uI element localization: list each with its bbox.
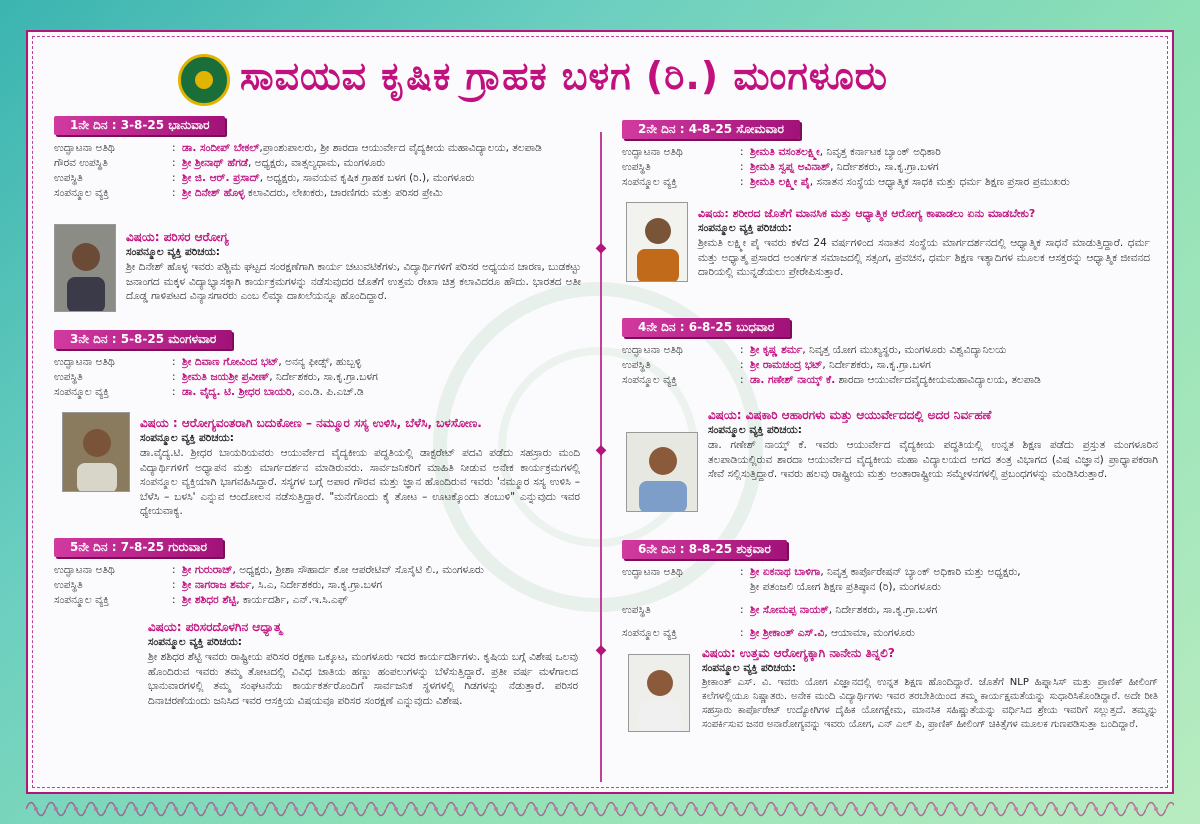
detail-row: ಸಂಪನ್ಮೂಲ ವ್ಯಕ್ತಿ : ಶ್ರೀಮತಿ ಲಕ್ಷ್ಮೀ ಪೈ, ಸನಾತನ ಸಂಸ್ಥೆಯ ಆಧ್ಯಾತ್ಮಿಕ ಸಾಧಕಿ ಮತ್ತು ಧರ್ಮ ಶಿಕ್ಷಣ ಪ್ರಸಾರ ಪ್ರಮುಖರು (622, 176, 1070, 188)
day-1-topic: ವಿಷಯ: ಪರಿಸರ ಆರೋಗ್ಯ ಸಂಪನ್ಮೂಲ ವ್ಯಕ್ತಿ ಪರಿಚಯ: ಶ್ರೀ ದಿನೇಶ್ ಹೊಳ್ಳ ಇವರು ಪಶ್ಚಿಮ ಘಟ್ಟದ ಸಂರಕ್ಷಣೆಗಾಗಿ ಕಾರ್ಯ ಚಟುವಟಿಕೆಗಳು, ವಿದ್ಯಾರ್ಥಿಗಳಿಗೆ ಪರಿಸರ ಅಧ್ಯಯನ ಚಾರಣ, ಬುಡಕಟ್ಟು ಜನಾಂಗದ ಮಕ್ಕಳ ವಿದ್ಯಾಭ್ಯಾಸಕ್ಕಾಗಿ ಕಾರ್ಯಕ್ರಮಗಳನ್ನು ನಡೆಸುವುದರ ಜೊತೆಗೆ ಉತ್ತಮ ರೇಖಾ ಚಿತ್ರ ಕಲಾವಿದರೂ ಹೌದು. ಭಾರತದ ಅತೀ ದೊಡ್ಡ ಗಾಳಿಪಟದ ವಿನ್ಯಾಸಗಾರರು ಎಂಬ ಲಿಮ್ಕಾ ದಾಖಲೆಯನ್ನೂ ಹೊಂದಿದ್ದಾರೆ. (126, 230, 581, 302)
speaker-intro: ಶ್ರೀಮತಿ ಲಕ್ಷ್ಮೀ ಪೈ ಇವರು ಕಳೆದ 24 ವರ್ಷಗಳಿಂದ ಸನಾತನ ಸಂಸ್ಥೆಯ ಮಾರ್ಗದರ್ಶನದಲ್ಲಿ ಆಧ್ಯಾತ್ಮಿಕ ಸಾಧನೆ ಮಾಡುತ್ತಿದ್ದಾರೆ. ಧರ್ಮ ಮತ್ತು ಅಧ್ಯಾತ್ಮ ಪ್ರಸಾರದ ಅಂತರ್ಗತ ಸಮಾಜದಲ್ಲಿ ಸತ್ಸಂಗ, ಪ್ರವಚನ, ಧರ್ಮ ಶಿಕ್ಷಣ ಇತ್ಯಾದಿಗಳ ಮೂಲಕ ಆಸಕ್ತರನ್ನು ಆಧ್ಯಾತ್ಮಿಕ ಜೀವನದ ದಾರಿಯಲ್ಲಿ ಮುನ್ನಡೆಯಲು ಪ್ರೇರೇಪಿಸುತ್ತಾರೆ. (698, 237, 1150, 278)
detail-row: ಸಂಪನ್ಮೂಲ ವ್ಯಕ್ತಿ : ಶ್ರೀ ದಿನೇಶ್ ಹೊಳ್ಳ ಕಲಾವಿದರು, ಲೇಖಕರು, ಚಾರಣಿಗರು ಮತ್ತು ಪರಿಸರ ಪ್ರೇಮಿ (54, 187, 443, 199)
day-3-topic: ವಿಷಯ : ಆರೋಗ್ಯವಂತರಾಗಿ ಬದುಕೋಣ – ನಮ್ಮೂರ ಸಸ್ಯ ಉಳಿಸಿ, ಬೆಳೆಸಿ, ಬಳಸೋಣ. ಸಂಪನ್ಮೂಲ ವ್ಯಕ್ತಿ ಪರಿಚಯ: ಡಾ.ವೈದ್ಯ.ಟಿ. ಶ್ರೀಧರ ಬಾಯರಿಯವರು ಆಯುರ್ವೇದ ವೈದ್ಯಕೀಯ ಪದ್ಧತಿಯಲ್ಲಿ ಡಾಕ್ಟರೇಟ್ ಪದವಿ ಪಡೆದು ಸಹಸ್ರಾರು ಮಂದಿ ವಿದ್ಯಾರ್ಥಿಗಳಿಗೆ ಅಧ್ಯಾಪನ ಮತ್ತು ಮಾರ್ಗದರ್ಶನ ಮಾಡಿರುವರು. ಸಾರ್ವಜನಿಕರಿಗೆ ಮಾಹಿತಿ ನೀಡುವ ಅನೇಕ ಕಾರ್ಯಕ್ರಮಗಳಲ್ಲಿ ಸಂಪನ್ಮೂಲ ವ್ಯಕ್ತಿಯಾಗಿ ಭಾಗವಹಿಸಿದ್ದಾರೆ. ಸಸ್ಯಗಳ ಬಗ್ಗೆ ಅಪಾರ ಗೌರವ ಮತ್ತು ಜ್ಞಾನ ಹೊಂದಿರುವ ಇವರು 'ನಮ್ಮೂರ ಸಸ್ಯ ಉಳಿಸಿ – ಬೆಳೆಸಿ – ಬಳಸಿ' ಎನ್ನುವ ಆಂದೋಲನ ನಡೆಸುತ್ತಿದ್ದಾರೆ. "ಮನೆಗೊಂದು ಕೈ ತೋಟ – ಊಟಕ್ಕೊಂದು ತಂಬುಳಿ" ಎನ್ನುವುದು ಇವರ ಧ್ಯೇಯವಾಕ್ಯ. (140, 416, 580, 517)
day-2-block (622, 120, 1162, 190)
day-badge: 2ನೇ ದಿನ : 4-8-25 ಸೋಮವಾರ (622, 120, 800, 139)
detail-row: ಉದ್ಘಾಟನಾ ಅತಿಥಿ : ಡಾ. ಸಂದೀಪ್ ಬೇಕಲ್,ಪ್ರಾಂಶುಪಾಲರು, ಶ್ರೀ ಶಾರದಾ ಆಯುರ್ವೇದ ವೈದ್ಯಕೀಯ ಮಹಾವಿದ್ಯಾಲಯ, ತಲಪಾಡಿ (54, 142, 542, 154)
day-badge: 4ನೇ ದಿನ : 6-8-25 ಬುಧವಾರ (622, 318, 790, 337)
speaker-intro: ಶ್ರೀಕಾಂತ್ ಎಸ್. ವಿ. ಇವರು ಯೋಗ ವಿಜ್ಞಾನದಲ್ಲಿ ಉನ್ನತ ಶಿಕ್ಷಣ ಹೊಂದಿದ್ದಾರೆ. ಜೊತೆಗೆ NLP ಹಿಪ್ನಾಸಿಸ್ ಮತ್ತು ಪ್ರಾಣಿಕ್ ಹೀಲಿಂಗ್ ಕಲೆಗಳಲ್ಲಿಯೂ ನಿಷ್ಣಾತರು. ಅನೇಕ ಮಂದಿ ವಿದ್ಯಾರ್ಥಿಗಳು ಇವರ ತರಬೇತಿಯಿಂದ ತಮ್ಮ ಕಾರ್ಯಕ್ಷಮತೆಯನ್ನು ಸುಧಾರಿಸಿಕೊಂಡಿದ್ದಾರೆ. ಅದೇ ರೀತಿ ಸಹಸ್ರಾರು ಕಾರ್ಪೊರೇಟ್ ಉದ್ಯೋಗಿಗಳ ದೈಹಿಕ ಯೋಗಕ್ಷೇಮ, ಮಾನಸಿಕ ಸಹಿಷ್ಣುತೆಯನ್ನು ವರ್ಧಿಸಿದ ಶ್ರೇಯ ಇವರಿಗೆ ಸಲ್ಲುತ್ತದೆ. ತಮ್ಮನ್ನು ಸಂಪರ್ಕಿಸುವ ಜನರ ಅನಾರೋಗ್ಯವನ್ನು ಇವರು ಯೋಗ, ಎನ್ ಎಲ್ ಪಿ, ಪ್ರಾಣಿಕ್ ಹೀಲಿಂಗ್ ಚಿಕಿತ್ಸೆಗಳ ಮೂಲಕ ಗುಣಪಡಿಸುತ್ತಾ ಬಂದಿದ್ದಾರೆ. (702, 677, 1158, 730)
divider-ornament-icon: ◆ (595, 240, 607, 256)
speaker-intro: ಡಾ.ವೈದ್ಯ.ಟಿ. ಶ್ರೀಧರ ಬಾಯರಿಯವರು ಆಯುರ್ವೇದ ವೈದ್ಯಕೀಯ ಪದ್ಧತಿಯಲ್ಲಿ ಡಾಕ್ಟರೇಟ್ ಪದವಿ ಪಡೆದು ಸಹಸ್ರಾರು ಮಂದಿ ವಿದ್ಯಾರ್ಥಿಗಳಿಗೆ ಅಧ್ಯಾಪನ ಮತ್ತು ಮಾರ್ಗದರ್ಶನ ಮಾಡಿರುವರು. ಸಾರ್ವಜನಿಕರಿಗೆ ಮಾಹಿತಿ ನೀಡುವ ಅನೇಕ ಕಾರ್ಯಕ್ರಮಗಳಲ್ಲಿ ಸಂಪನ್ಮೂಲ ವ್ಯಕ್ತಿಯಾಗಿ ಭಾಗವಹಿಸಿದ್ದಾರೆ. ಸಸ್ಯಗಳ ಬಗ್ಗೆ ಅಪಾರ ಗೌರವ ಮತ್ತು ಜ್ಞಾನ ಹೊಂದಿರುವ ಇವರು 'ನಮ್ಮೂರ ಸಸ್ಯ ಉಳಿಸಿ – ಬೆಳೆಸಿ – ಬಳಸಿ' ಎನ್ನುವ ಆಂದೋಲನ ನಡೆಸುತ್ತಿದ್ದಾರೆ. "ಮನೆಗೊಂದು ಕೈ ತೋಟ – ಊಟಕ್ಕೊಂದು ತಂಬುಳಿ" ಎನ್ನುವುದು ಇವರ ಧ್ಯೇಯವಾಕ್ಯ. (140, 447, 580, 517)
detail-row: ಉದ್ಘಾಟನಾ ಅತಿಥಿ : ಶ್ರೀ ಏಕನಾಥ ಬಾಳಿಗಾ, ನಿವೃತ್ತ ಕಾರ್ಪೊರೇಷನ್ ಬ್ಯಾಂಕ್ ಅಧಿಕಾರಿ ಮತ್ತು ಅಧ್ಯಕ್ಷರು, (622, 566, 1021, 578)
detail-row: ಉಪಸ್ಥಿತಿ : ಶ್ರೀ ನಾಗರಾಜ ಶರ್ಮ, ಸಿ.ಎ, ನಿರ್ದೇಶಕರು, ಸಾ.ಕೃ.ಗ್ರಾ.ಬಳಗ (54, 579, 383, 591)
detail-row: ಉಪಸ್ಥಿತಿ : ಶ್ರೀಮತಿ ಜಯಶ್ರೀ ಪ್ರವೀಣ್, ನಿರ್ದೇಶಕರು, ಸಾ.ಕೃ.ಗ್ರಾ.ಬಳಗ (54, 371, 378, 383)
page-title: ಸಾವಯವ ಕೃಷಿಕ ಗ್ರಾಹಕ ಬಳಗ (ರಿ.) ಮಂಗಳೂರು (240, 54, 888, 98)
poster-frame (26, 30, 1174, 794)
day-1-block (54, 116, 584, 201)
day-badge: 5ನೇ ದಿನ : 7-8-25 ಗುರುವಾರ (54, 538, 223, 557)
detail-row: ಸಂಪನ್ಮೂಲ ವ್ಯಕ್ತಿ : ಶ್ರೀ ಶಶಿಧರ ಶೆಟ್ಟಿ, ಕಾರ್ಯದರ್ಶಿ, ಎನ್.ಇ.ಸಿ.ಎಫ್ (54, 594, 348, 606)
detail-row: ಸಂಪನ್ಮೂಲ ವ್ಯಕ್ತಿ : ಡಾ. ಗಣೇಶ್ ನಾಯ್ಕ್ ಕೆ. ಶಾರದಾ ಆಯುರ್ವೇದವೈದ್ಯಕೀಯಮಹಾವಿದ್ಯಾಲಯ, ತಲಪಾಡಿ (622, 374, 1041, 386)
speaker-intro: ಶ್ರೀ ದಿನೇಶ್ ಹೊಳ್ಳ ಇವರು ಪಶ್ಚಿಮ ಘಟ್ಟದ ಸಂರಕ್ಷಣೆಗಾಗಿ ಕಾರ್ಯ ಚಟುವಟಿಕೆಗಳು, ವಿದ್ಯಾರ್ಥಿಗಳಿಗೆ ಪರಿಸರ ಅಧ್ಯಯನ ಚಾರಣ, ಬುಡಕಟ್ಟು ಜನಾಂಗದ ಮಕ್ಕಳ ವಿದ್ಯಾಭ್ಯಾಸಕ್ಕಾಗಿ ಕಾರ್ಯಕ್ರಮಗಳನ್ನು ನಡೆಸುವುದರ ಜೊತೆಗೆ ಉತ್ತಮ ರೇಖಾ ಚಿತ್ರ ಕಲಾವಿದರೂ ಹೌದು. ಭಾರತದ ಅತೀ ದೊಡ್ಡ ಗಾಳಿಪಟದ ವಿನ್ಯಾಸಗಾರರು ಎಂಬ ಲಿಮ್ಕಾ ದಾಖಲೆಯನ್ನೂ ಹೊಂದಿದ್ದಾರೆ. (126, 261, 581, 302)
speaker-photo (626, 432, 698, 512)
detail-row: ಉದ್ಘಾಟನಾ ಅತಿಥಿ : ಶ್ರೀ ಕೃಷ್ಣ ಶರ್ಮ, ನಿವೃತ್ತ ಯೋಗ ಮುಖ್ಯಸ್ಥರು, ಮಂಗಳೂರು ವಿಶ್ವವಿದ್ಯಾನಿಲಯ (622, 344, 1007, 356)
detail-row: ಸಂಪನ್ಮೂಲ ವ್ಯಕ್ತಿ : ಶ್ರೀ ಶ್ರೀಕಾಂತ್ ಎಸ್.ವಿ, ಆಯಾಮಾ, ಮಂಗಳೂರು (622, 627, 915, 639)
detail-row: ಉಪಸ್ಥಿತಿ : ಶ್ರೀ ಸೋಮಪ್ಪ ನಾಯಕ್, ನಿರ್ದೇಶಕರು, ಸಾ.ಕೃ.ಗ್ರಾ.ಬಳಗ (622, 604, 938, 616)
speaker-photo (54, 224, 116, 312)
detail-row: ಉದ್ಘಾಟನಾ ಅತಿಥಿ : ಶ್ರೀಮತಿ ವಸಂತಲಕ್ಷ್ಮೀ, ನಿವೃತ್ತ ಕರ್ನಾಟಕ ಬ್ಯಾಂಕ್ ಅಧಿಕಾರಿ (622, 146, 941, 158)
detail-row: ಶ್ರೀ ಪತಂಜಲಿ ಯೋಗ ಶಿಕ್ಷಣ ಪ್ರತಿಷ್ಠಾನ (ರಿ), ಮಂಗಳೂರು (750, 581, 941, 593)
day-6-block (622, 540, 1162, 641)
speaker-photo (628, 654, 690, 732)
day-3-block (54, 330, 584, 400)
organization-logo-icon (178, 54, 230, 106)
day-2-topic: ವಿಷಯ: ಶರೀರದ ಜೊತೆಗೆ ಮಾನಸಿಕ ಮತ್ತು ಆಧ್ಯಾತ್ಮಿಕ ಆರೋಗ್ಯ ಕಾಪಾಡಲು ಏನು ಮಾಡಬೇಕು? ಸಂಪನ್ಮೂಲ ವ್ಯಕ್ತಿ ಪರಿಚಯ: ಶ್ರೀಮತಿ ಲಕ್ಷ್ಮೀ ಪೈ ಇವರು ಕಳೆದ 24 ವರ್ಷಗಳಿಂದ ಸನಾತನ ಸಂಸ್ಥೆಯ ಮಾರ್ಗದರ್ಶನದಲ್ಲಿ ಆಧ್ಯಾತ್ಮಿಕ ಸಾಧನೆ ಮಾಡುತ್ತಿದ್ದಾರೆ. ಧರ್ಮ ಮತ್ತು ಅಧ್ಯಾತ್ಮ ಪ್ರಸಾರದ ಅಂತರ್ಗತ ಸಮಾಜದಲ್ಲಿ ಸತ್ಸಂಗ, ಪ್ರವಚನ, ಧರ್ಮ ಶಿಕ್ಷಣ ಇತ್ಯಾದಿಗಳ ಮೂಲಕ ಆಸಕ್ತರನ್ನು ಆಧ್ಯಾತ್ಮಿಕ ಜೀವನದ ದಾರಿಯಲ್ಲಿ ಮುನ್ನಡೆಯಲು ಪ್ರೇರೇಪಿಸುತ್ತಾರೆ. (698, 207, 1150, 278)
speaker-photo (62, 412, 130, 492)
speaker-photo (626, 202, 688, 282)
day-badge: 1ನೇ ದಿನ : 3-8-25 ಭಾನುವಾರ (54, 116, 225, 135)
detail-row: ಉಪಸ್ಥಿತಿ : ಶ್ರೀ ರಾಮಚಂದ್ರ ಭಟ್, ನಿರ್ದೇಶಕರು, ಸಾ.ಕೃ.ಗ್ರಾ.ಬಳಗ (622, 359, 931, 371)
divider-ornament-icon: ◆ (595, 442, 607, 458)
detail-row: ಸಂಪನ್ಮೂಲ ವ್ಯಕ್ತಿ : ಡಾ. ವೈದ್ಯ. ಟಿ. ಶ್ರೀಧರ ಬಾಯರಿ, ಎಂ.ಡಿ. ಪಿ.ಎಚ್.ಡಿ (54, 386, 364, 398)
day-4-topic: ವಿಷಯ: ವಿಷಕಾರಿ ಆಹಾರಗಳು ಮತ್ತು ಆಯುರ್ವೇದದಲ್ಲಿ ಅದರ ನಿರ್ವಹಣೆ ಸಂಪನ್ಮೂಲ ವ್ಯಕ್ತಿ ಪರಿಚಯ: ಡಾ. ಗಣೇಶ್ ನಾಯ್ಕ್ ಕೆ. ಇವರು ಆಯುರ್ವೇದ ವೈದ್ಯಕೀಯ ಪದ್ಧತಿಯಲ್ಲಿ ಉನ್ನತ ಶಿಕ್ಷಣ ಪಡೆದು ಪ್ರಸ್ತುತ ಮಂಗಳೂರಿನ ತಲಪಾಡಿಯಲ್ಲಿರುವ ಶಾರದಾ ಆಯುರ್ವೇದ ವೈದ್ಯಕೀಯ ಮಹಾ ವಿದ್ಯಾಲಯದ ಅಗದ ತಂತ್ರ ವಿಭಾಗದ (ವಿಷ ವಿಜ್ಞಾನ) ಪ್ರಾಧ್ಯಾಪಕರಾಗಿ ಸೇವೆ ಸಲ್ಲಿಸುತ್ತಿದ್ದಾರೆ. ಇವರು ಹಲವು ರಾಷ್ಟ್ರೀಯ ಮತ್ತು ಅಂತಾರಾಷ್ಟ್ರೀಯ ಸಮ್ಮೇಳನಗಳಲ್ಲಿ ಪ್ರಬಂಧಗಳನ್ನು ಮಂಡಿಸಿರುತ್ತಾರೆ. (708, 408, 1158, 480)
header (178, 52, 1038, 112)
day-5-topic: ವಿಷಯ: ಪರಿಸರದೊಳಗಿನ ಆಧ್ಯಾತ್ಮ ಸಂಪನ್ಮೂಲ ವ್ಯಕ್ತಿ ಪರಿಚಯ: ಶ್ರೀ ಶಶಿಧರ ಶೆಟ್ಟಿ ಇವರು ರಾಷ್ಟ್ರೀಯ ಪರಿಸರ ರಕ್ಷಣಾ ಒಕ್ಕೂಟ, ಮಂಗಳೂರು ಇದರ ಕಾರ್ಯದರ್ಶಿಗಳು. ಕೃಷಿಯ ಬಗ್ಗೆ ವಿಶೇಷ ಒಲವು ಹೊಂದಿರುವ ಇವರು ತಮ್ಮ ತೋಟದಲ್ಲಿ ವಿವಿಧ ಜಾತಿಯ ಹಣ್ಣು ಹಂಪಲುಗಳನ್ನು ಬೆಳೆಸುತ್ತಿದ್ದಾರೆ. ಪ್ರತೀ ವರ್ಷ ಮಳೆಗಾಲದ ಭಾನುವಾರಗಳಲ್ಲಿ ತಮ್ಮ ಸಂಘಟನೆಯ ಕಾರ್ಯಕರ್ತರೊಂದಿಗೆ ಸಾರ್ವಜನಿಕ ಸ್ಥಳಗಳಲ್ಲಿ ಗಿಡಗಳನ್ನು ನೆಡುತ್ತಾರೆ. ಪರಿಸರ ದಿನಾಚರಣೆಯಂದು ಜನಿಸಿದ ಇವರ ಆಸಕ್ತಿಯ ವಿಷಯವೂ ಪರಿಸರ ಸಂರಕ್ಷಣೆ ಎನ್ನುವುದು ವಿಶೇಷ. (148, 620, 578, 707)
day-4-block (622, 318, 1162, 388)
speaker-intro: ಡಾ. ಗಣೇಶ್ ನಾಯ್ಕ್ ಕೆ. ಇವರು ಆಯುರ್ವೇದ ವೈದ್ಯಕೀಯ ಪದ್ಧತಿಯಲ್ಲಿ ಉನ್ನತ ಶಿಕ್ಷಣ ಪಡೆದು ಪ್ರಸ್ತುತ ಮಂಗಳೂರಿನ ತಲಪಾಡಿಯಲ್ಲಿರುವ ಶಾರದಾ ಆಯುರ್ವೇದ ವೈದ್ಯಕೀಯ ಮಹಾ ವಿದ್ಯಾಲಯದ ಅಗದ ತಂತ್ರ ವಿಭಾಗದ (ವಿಷ ವಿಜ್ಞಾನ) ಪ್ರಾಧ್ಯಾಪಕರಾಗಿ ಸೇವೆ ಸಲ್ಲಿಸುತ್ತಿದ್ದಾರೆ. ಇವರು ಹಲವು ರಾಷ್ಟ್ರೀಯ ಮತ್ತು ಅಂತಾರಾಷ್ಟ್ರೀಯ ಸಮ್ಮೇಳನಗಳಲ್ಲಿ ಪ್ರಬಂಧಗಳನ್ನು ಮಂಡಿಸಿರುತ್ತಾರೆ. (708, 439, 1158, 480)
day-badge: 6ನೇ ದಿನ : 8-8-25 ಶುಕ್ರವಾರ (622, 540, 787, 559)
speaker-intro: ಶ್ರೀ ಶಶಿಧರ ಶೆಟ್ಟಿ ಇವರು ರಾಷ್ಟ್ರೀಯ ಪರಿಸರ ರಕ್ಷಣಾ ಒಕ್ಕೂಟ, ಮಂಗಳೂರು ಇದರ ಕಾರ್ಯದರ್ಶಿಗಳು. ಕೃಷಿಯ ಬಗ್ಗೆ ವಿಶೇಷ ಒಲವು ಹೊಂದಿರುವ ಇವರು ತಮ್ಮ ತೋಟದಲ್ಲಿ ವಿವಿಧ ಜಾತಿಯ ಹಣ್ಣು ಹಂಪಲುಗಳನ್ನು ಬೆಳೆಸುತ್ತಿದ್ದಾರೆ. ಪ್ರತೀ ವರ್ಷ ಮಳೆಗಾಲದ ಭಾನುವಾರಗಳಲ್ಲಿ ತಮ್ಮ ಸಂಘಟನೆಯ ಕಾರ್ಯಕರ್ತರೊಂದಿಗೆ ಸಾರ್ವಜನಿಕ ಸ್ಥಳಗಳಲ್ಲಿ ಗಿಡಗಳನ್ನು ನೆಡುತ್ತಾರೆ. ಪರಿಸರ ದಿನಾಚರಣೆಯಂದು ಜನಿಸಿದ ಇವರ ಆಸಕ್ತಿಯ ವಿಷಯವೂ ಪರಿಸರ ಸಂರಕ್ಷಣೆ ಎನ್ನುವುದು ವಿಶೇಷ. (148, 651, 578, 707)
bottom-ornament-band (26, 794, 1174, 824)
detail-row: ಉಪಸ್ಥಿತಿ : ಶ್ರೀಮತಿ ಸ್ವಪ್ನ ಅವಿನಾಶ್, ನಿರ್ದೇಶಕರು, ಸಾ.ಕೃ.ಗ್ರಾ.ಬಳಗ (622, 161, 939, 173)
day-5-block (54, 538, 584, 608)
divider-ornament-icon: ◆ (595, 642, 607, 658)
detail-row: ಉದ್ಘಾಟನಾ ಅತಿಥಿ : ಶ್ರೀ ದಿವಾಣ ಗೋವಿಂದ ಭಟ್, ಅನನ್ಯ ಫೀಡ್ಸ್, ಹುಬ್ಬಳ್ಳಿ (54, 356, 362, 368)
detail-row: ಉದ್ಘಾಟನಾ ಅತಿಥಿ : ಶ್ರೀ ಗುರುರಾಜ್, ಅಧ್ಯಕ್ಷರು, ಶ್ರೀಶಾ ಸೌಹಾರ್ದ ಕೋ ಆಪರೇಟಿವ್ ಸೊಸೈಟಿ ಲಿ., ಮಂಗಳೂರು (54, 564, 484, 576)
detail-row: ಗೌರವ ಉಪಸ್ಥಿತಿ : ಶ್ರೀ ಶ್ರೀನಾಥ್ ಹೆಗಡೆ, ಅಧ್ಯಕ್ಷರು, ವಾತ್ಸಲ್ಯಧಾಮ, ಮಂಗಳೂರು (54, 157, 386, 169)
detail-row: ಉಪಸ್ಥಿತಿ : ಶ್ರೀ ಜಿ. ಆರ್. ಪ್ರಸಾದ್, ಅಧ್ಯಕ್ಷರು, ಸಾವಯವ ಕೃಷಿಕ ಗ್ರಾಹಕ ಬಳಗ (ರಿ.), ಮಂಗಳೂರು (54, 172, 475, 184)
day-badge: 3ನೇ ದಿನ : 5-8-25 ಮಂಗಳವಾರ (54, 330, 232, 349)
day-6-topic: ವಿಷಯ: ಉತ್ತಮ ಆರೋಗ್ಯಕ್ಕಾಗಿ ನಾನೇನು ತಿನ್ನಲಿ? ಸಂಪನ್ಮೂಲ ವ್ಯಕ್ತಿ ಪರಿಚಯ: ಶ್ರೀಕಾಂತ್ ಎಸ್. ವಿ. ಇವರು ಯೋಗ ವಿಜ್ಞಾನದಲ್ಲಿ ಉನ್ನತ ಶಿಕ್ಷಣ ಹೊಂದಿದ್ದಾರೆ. ಜೊತೆಗೆ NLP ಹಿಪ್ನಾಸಿಸ್ ಮತ್ತು ಪ್ರಾಣಿಕ್ ಹೀಲಿಂಗ್ ಕಲೆಗಳಲ್ಲಿಯೂ ನಿಷ್ಣಾತರು. ಅನೇಕ ಮಂದಿ ವಿದ್ಯಾರ್ಥಿಗಳು ಇವರ ತರಬೇತಿಯಿಂದ ತಮ್ಮ ಕಾರ್ಯಕ್ಷಮತೆಯನ್ನು ಸುಧಾರಿಸಿಕೊಂಡಿದ್ದಾರೆ. ಅದೇ ರೀತಿ ಸಹಸ್ರಾರು ಕಾರ್ಪೊರೇಟ್ ಉದ್ಯೋಗಿಗಳ ದೈಹಿಕ ಯೋಗಕ್ಷೇಮ, ಮಾನಸಿಕ ಸಹಿಷ್ಣುತೆಯನ್ನು ವರ್ಧಿಸಿದ ಶ್ರೇಯ ಇವರಿಗೆ ಸಲ್ಲುತ್ತದೆ. ತಮ್ಮನ್ನು ಸಂಪರ್ಕಿಸುವ ಜನರ ಅನಾರೋಗ್ಯವನ್ನು ಇವರು ಯೋಗ, ಎನ್ ಎಲ್ ಪಿ, ಪ್ರಾಣಿಕ್ ಹೀಲಿಂಗ್ ಚಿಕಿತ್ಸೆಗಳ ಮೂಲಕ ಗುಣಪಡಿಸುತ್ತಾ ಬಂದಿದ್ದಾರೆ. (702, 646, 1158, 730)
